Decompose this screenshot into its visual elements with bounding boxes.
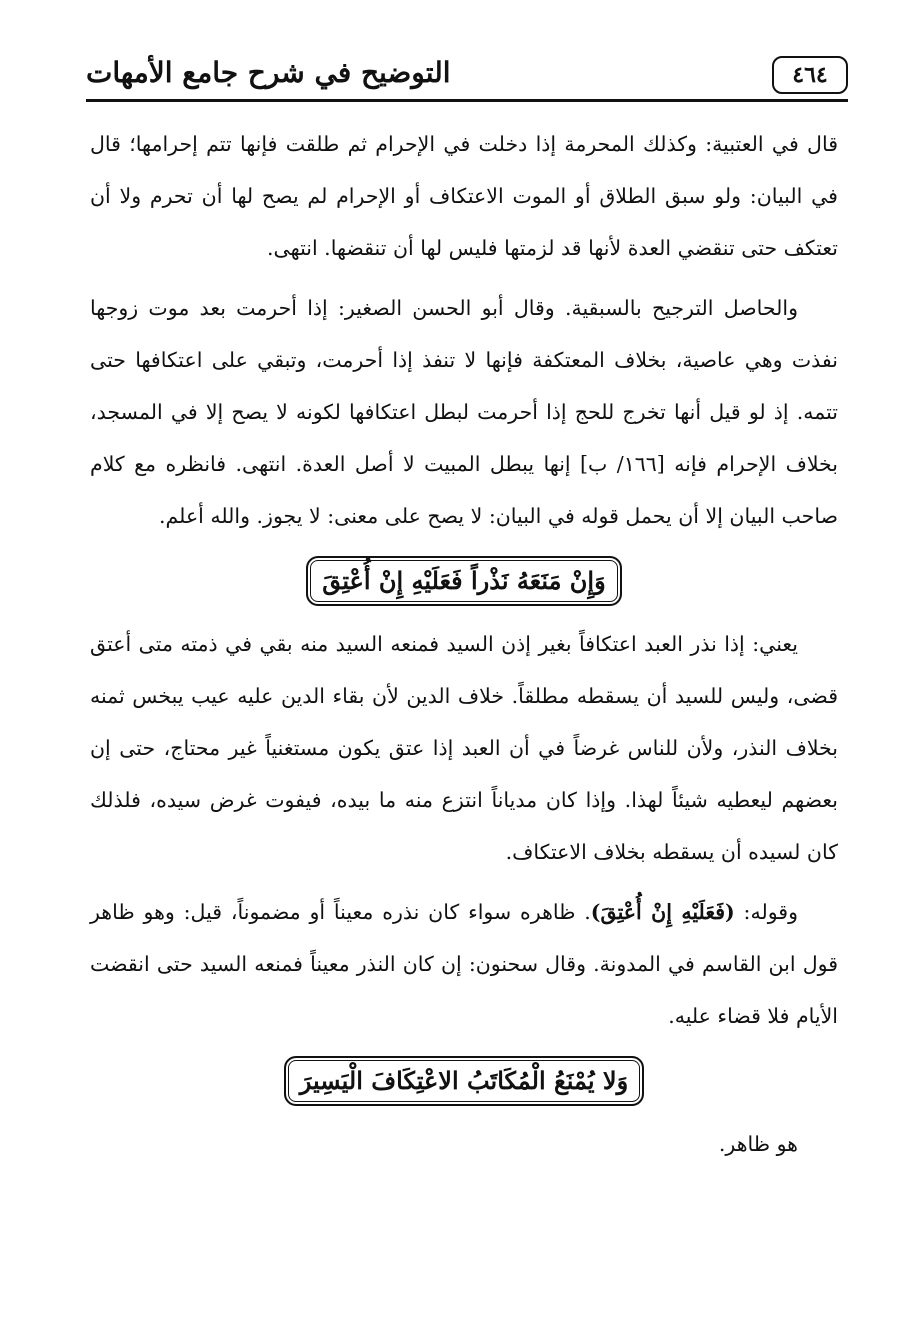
paragraph-conclusion: والحاصل الترجيح بالسبقية. وقال أبو الحسن الصغير: إذا أحرمت بعد موت زوجها نفذت وهي عاصية، بخلاف المعتكفة فإنها لا تنفذ إذا أحرمت، وتبقي على اعتكافها حتى تتمه. إذ لو قيل أنها تخرج للحج إذا أحرمت لبطل اعتكافها لكونه لا يصح إلا في المسجد، بخلاف الإحرام فإنه [١٦٦/ ب] إنها يبطل المبيت لا أصل العدة. انتهى. فانظره مع كلام صاحب البيان إلا أن يحمل قوله في البيان: لا يصح على معنى: لا يجوز. والله أعلم. — [90, 296, 838, 528]
qawluhu-quote: (فَعَلَيْهِ إِنْ أُعْتِقَ) — [590, 900, 735, 924]
paragraph-closing: هو ظاهر. — [718, 1132, 798, 1156]
running-title: التوضيح في شرح جامع الأمهات — [86, 56, 451, 89]
page-number: ٤٦٤ — [772, 56, 848, 94]
section-heading-wrap-1 — [90, 556, 838, 608]
header-rule — [86, 99, 848, 102]
section-heading-2: وَلا يُمْنَعُ الْمُكَاتَبُ الاعْتِكَافَ الْيَسِيرَ — [284, 1056, 644, 1106]
section-heading-wrap-2 — [90, 1056, 838, 1108]
section-heading-1: وَإِنْ مَنَعَهُ نَذْراً فَعَلَيْهِ إِنْ أُعْتِقَ — [306, 556, 621, 606]
page-header — [86, 50, 848, 102]
paragraph-explanation: يعني: إذا نذر العبد اعتكافاً بغير إذن السيد فمنعه السيد منه بقي في ذمته متى أعتق قضى، وليس للسيد أن يسقطه مطلقاً. خلاف الدين لأن بقاء الدين عليه عيب يبخس ثمنه بخلاف النذر، ولأن للناس غرضاً في أن العبد إذا عتق يكون مستغنياً غير محتاج، حتى إن بعضهم ليعطيه شيئاً لهذا. وإذا كان مدياناً انتزع منه ما بيده، فيفوت غرض سيده، فلذلك كان لسيده أن يسقطه بخلاف الاعتكاف. — [90, 632, 838, 864]
paragraph-qawluhu — [90, 886, 838, 1042]
qawluhu-rest: . ظاهره سواء كان نذره معيناً أو مضموناً، قيل: وهو ظاهر قول ابن القاسم في المدونة. وقال سحنون: إن كان النذر معيناً فمنعه السيد حتى انقضت الأيام فلا قضاء عليه. — [90, 900, 838, 1028]
qawluhu-lead: وقوله: — [734, 900, 798, 924]
paragraph-utbiyya: قال في العتبية: وكذلك المحرمة إذا دخلت في الإحرام ثم طلقت فإنها تتم إحرامها؛ قال في البيان: ولو سبق الطلاق أو الموت الاعتكاف أو الإحرام لم يصح لها أن تحرم ولا أن تعتكف حتى تنقضي العدة لأنها قد لزمتها فليس لها أن تنقضها. انتهى. — [90, 132, 838, 260]
body-text — [90, 118, 838, 1170]
